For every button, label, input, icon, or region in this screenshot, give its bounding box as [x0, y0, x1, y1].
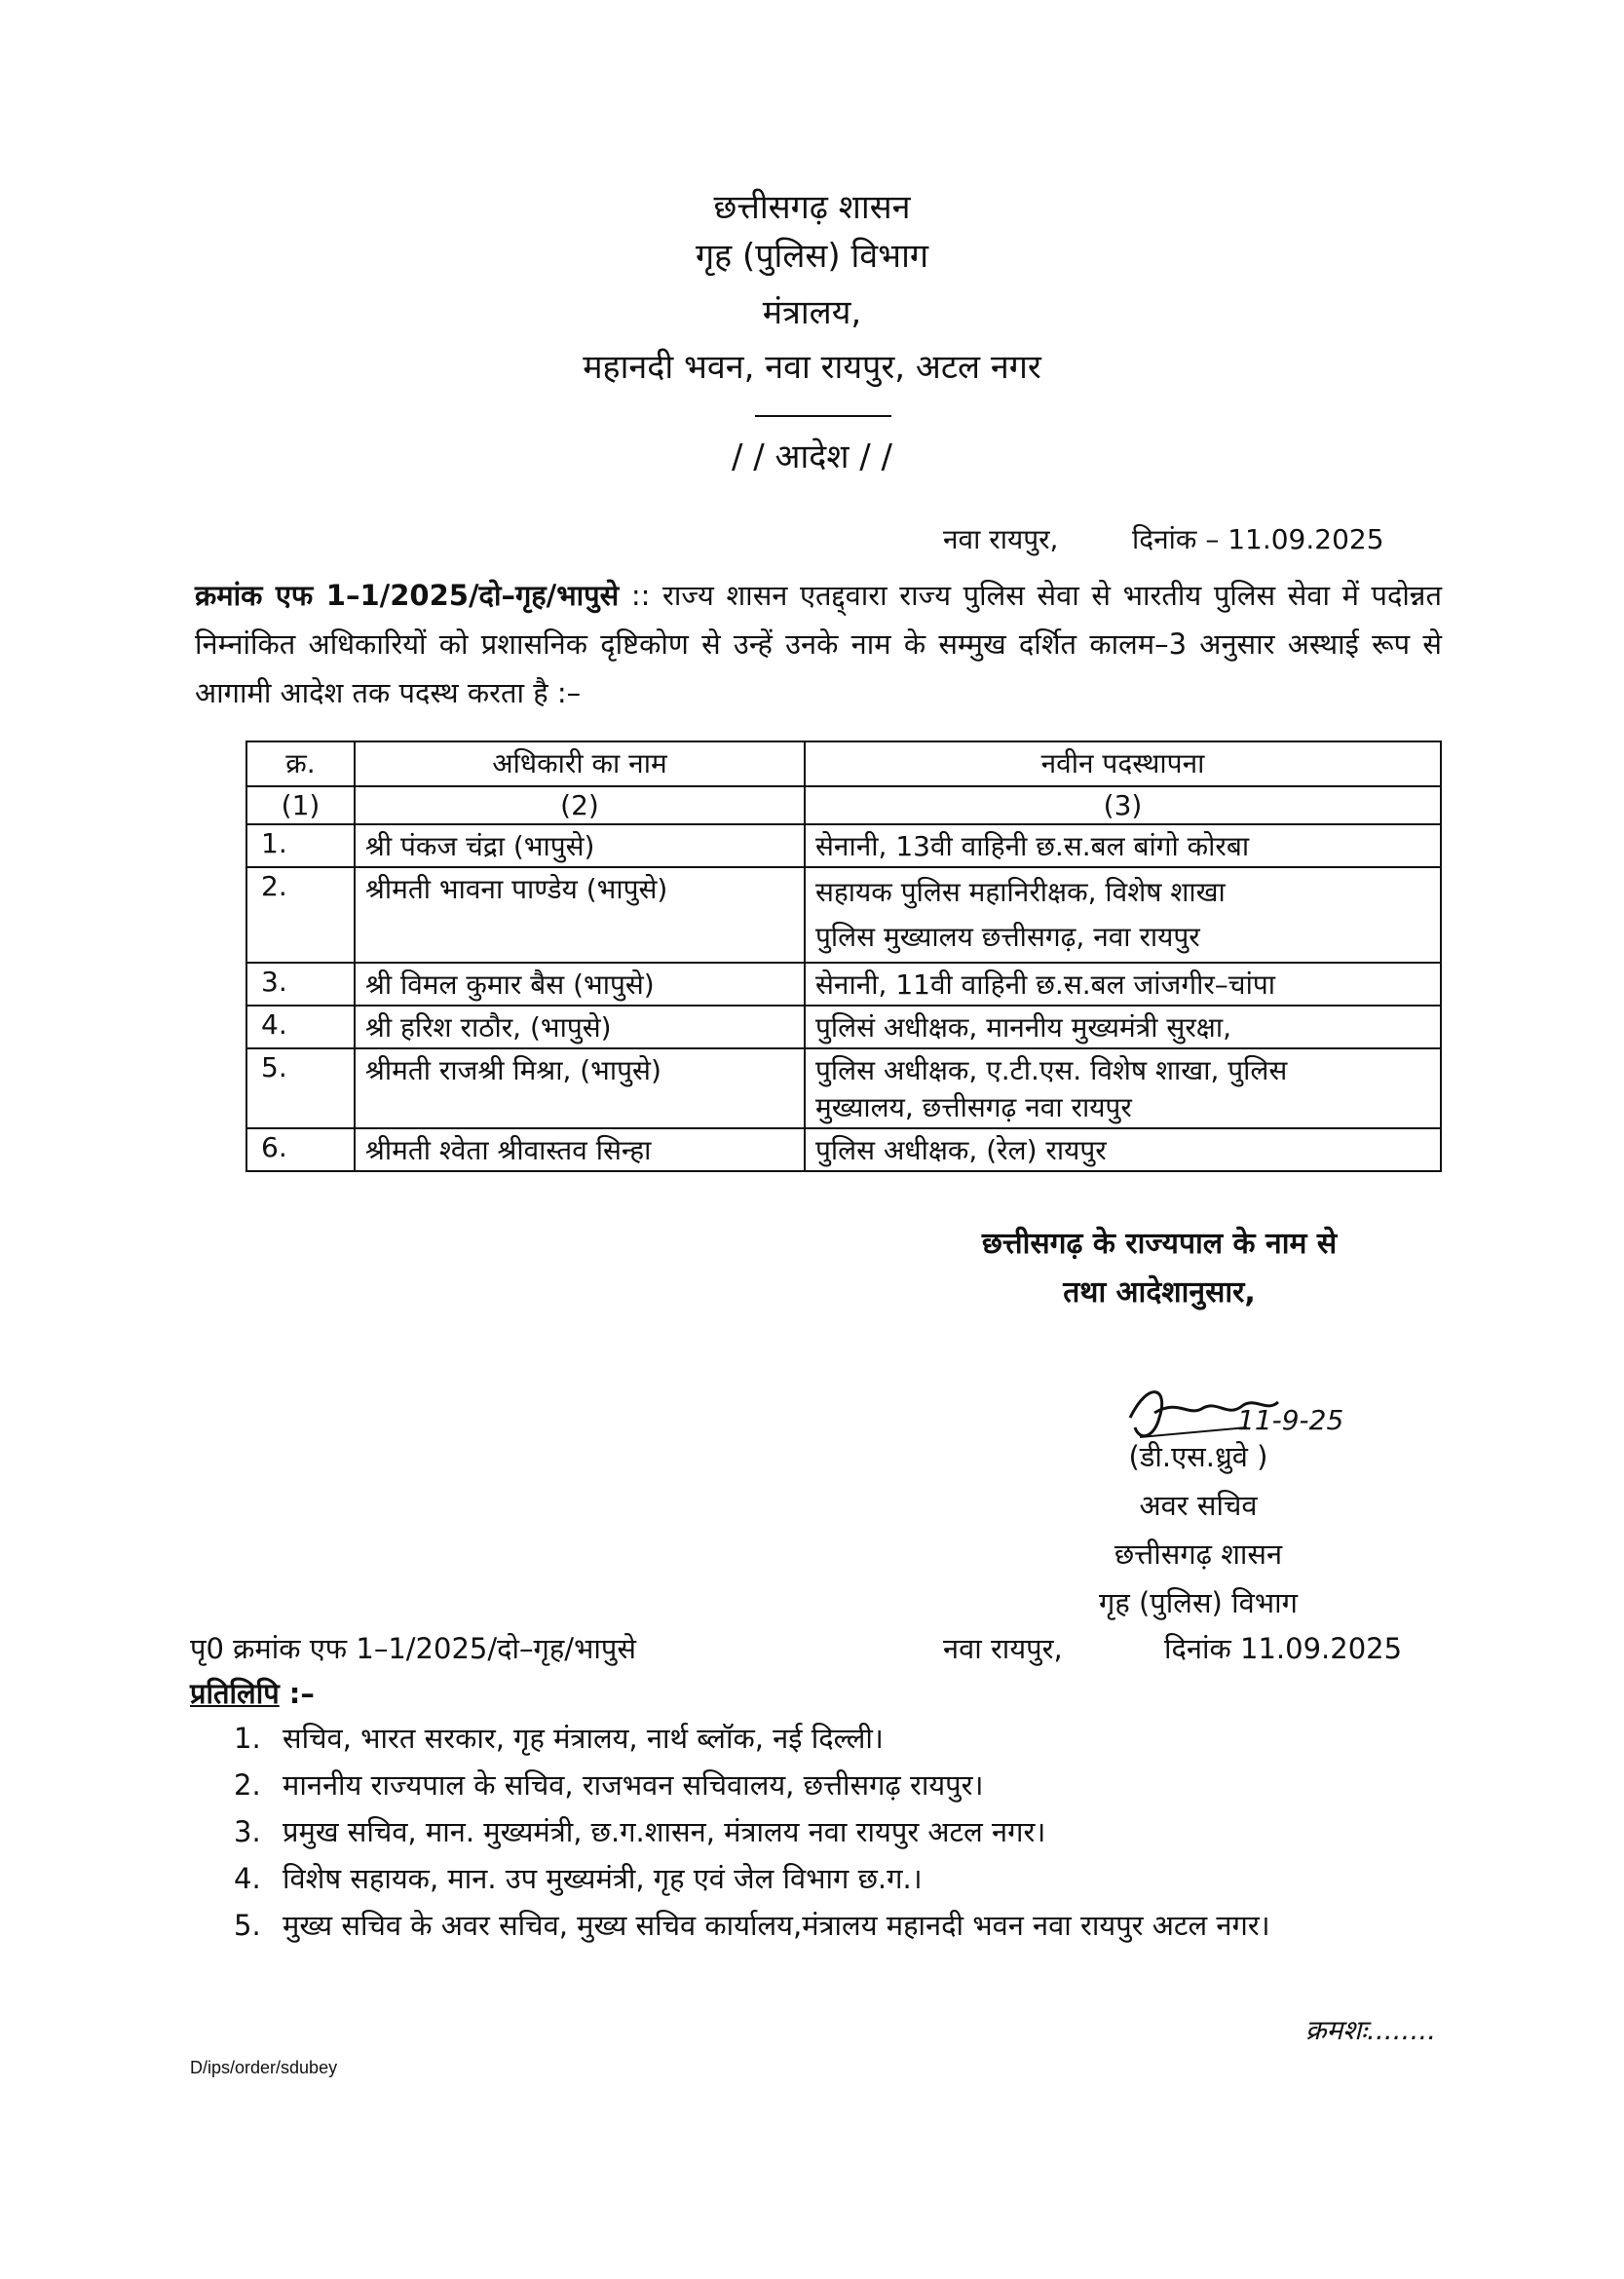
row-serial: 4. — [246, 1006, 355, 1048]
order-ref: क्रमांक एफ 1–1/2025/दो–गृह/भापुसे — [195, 579, 620, 612]
row-posting-line-1: सहायक पुलिस महानिरीक्षक, विशेष शाखा — [815, 876, 1226, 908]
header-rule — [755, 415, 891, 417]
col-number-2: (2) — [355, 786, 805, 824]
list-item — [234, 1762, 1442, 1808]
header-government: छत्तीसगढ़ शासन — [713, 188, 911, 227]
signatory-department: गृह (पुलिस) विभाग — [1099, 1586, 1298, 1619]
copy-number: 3. — [234, 1815, 261, 1848]
table-row — [246, 867, 1441, 963]
row-officer-name: श्री हरिश राठौर, (भापुसे) — [355, 1006, 805, 1048]
row-posting — [805, 1048, 1441, 1128]
table-row — [246, 1048, 1441, 1128]
row-serial: 1. — [246, 824, 355, 867]
col-number-1: (1) — [246, 786, 355, 824]
copy-list — [234, 1715, 1442, 1949]
row-posting-line-1: पुलिस अधीक्षक, ए.टी.एस. विशेष शाखा, पुलिस — [815, 1054, 1288, 1086]
row-serial: 5. — [246, 1048, 355, 1128]
authority-block — [896, 1220, 1422, 1317]
footer-path: D/ips/order/sdubey — [190, 2058, 338, 2077]
header-address: महानदी भवन, नवा रायपुर, अटल नगर — [583, 348, 1041, 387]
copy-text: माननीय राज्यपाल के सचिव, राजभवन सचिवालय, छत्तीसगढ़ रायपुर। — [283, 1768, 984, 1802]
copy-number: 4. — [234, 1862, 261, 1895]
row-posting-line-2: पुलिस मुख्यालय छत्तीसगढ़, नवा रायपुर — [815, 921, 1200, 953]
header-serial: क्र. — [246, 741, 355, 786]
copy-title-suffix: :– — [279, 1677, 315, 1710]
list-item — [234, 1902, 1442, 1949]
header-new-posting: नवीन पदस्थापना — [805, 741, 1441, 786]
header-officer-name: अधिकारी का नाम — [355, 741, 805, 786]
table-row — [246, 963, 1441, 1006]
row-posting: पुलिस अधीक्षक, (रेल) रायपुर — [805, 1128, 1441, 1171]
authority-line-1: छत्तीसगढ़ के राज्यपाल के नाम से — [981, 1227, 1338, 1261]
order-place: नवा रायपुर, — [943, 523, 1059, 555]
header-department: गृह (पुलिस) विभाग — [695, 237, 929, 276]
order-body: :: राज्य शासन एतद्द्वारा राज्य पुलिस सेवा से भारतीय पुलिस सेवा में पदोन्नत निम्नांकित अधिकारियों को प्रशासनिक दृष्टिकोण से उन्हें उनके नाम के सम्मुख दर्शित कालम–3 अनुसार अस्थाई रूप से आगामी आदेश तक पदस्थ करता है :– — [195, 579, 1442, 709]
order-title: / / आदेश / / — [732, 437, 892, 476]
row-officer-name: श्रीमती श्वेता श्रीवास्तव सिन्हा — [355, 1128, 805, 1171]
copy-number: 2. — [234, 1768, 261, 1802]
row-posting: सेनानी, 13वी वाहिनी छ.स.बल बांगो कोरबा — [805, 824, 1441, 867]
row-posting — [805, 867, 1441, 963]
copy-text: सचिव, भारत सरकार, गृह मंत्रालय, नार्थ ब्लॉक, नई दिल्ली। — [283, 1722, 884, 1755]
table-row — [246, 1128, 1441, 1171]
list-item — [234, 1715, 1442, 1762]
copy-number: 1. — [234, 1722, 261, 1755]
table-header-row — [246, 741, 1441, 786]
row-officer-name: श्री पंकज चंद्रा (भापुसे) — [355, 824, 805, 867]
signatory-government: छत्तीसगढ़ शासन — [1114, 1538, 1283, 1571]
endorsement-place: नवा रायपुर, — [943, 1632, 1063, 1665]
copy-text: विशेष सहायक, मान. उप मुख्यमंत्री, गृह एवं जेल विभाग छ.ग.। — [283, 1862, 923, 1895]
row-serial: 3. — [246, 963, 355, 1006]
copy-number: 5. — [234, 1909, 261, 1942]
continued-marker: क्रमशः........ — [1305, 2014, 1437, 2046]
table-column-number-row — [246, 786, 1441, 824]
row-officer-name: श्रीमती राजश्री मिश्रा, (भापुसे) — [355, 1048, 805, 1128]
row-posting-line-2: मुख्यालय, छत्तीसगढ़ नवा रायपुर — [815, 1091, 1132, 1123]
signatory-block — [1033, 1432, 1364, 1627]
endorsement-date: दिनांक 11.09.2025 — [1164, 1632, 1403, 1665]
row-posting: पुलिसं अधीक्षक, माननीय मुख्यमंत्री सुरक्षा, — [805, 1006, 1441, 1048]
order-paragraph — [195, 571, 1442, 717]
list-item — [234, 1855, 1442, 1902]
table-row — [246, 824, 1441, 867]
order-date: दिनांक – 11.09.2025 — [1132, 523, 1384, 555]
table-row — [246, 1006, 1441, 1048]
signatory-name: (डी.एस.ध्रुवे ) — [1128, 1440, 1268, 1473]
col-number-3: (3) — [805, 786, 1441, 824]
row-posting: सेनानी, 11वी वाहिनी छ.स.बल जांजगीर–चांपा — [805, 963, 1441, 1006]
copy-title: प्रतिलिपि — [190, 1677, 280, 1710]
signature-date: 11-9-25 — [1237, 1404, 1344, 1436]
authority-line-2: तथा आदेशानुसार, — [1063, 1275, 1256, 1310]
posting-table — [245, 741, 1442, 1172]
signatory-designation: अवर सचिव — [1139, 1489, 1258, 1522]
copy-text: प्रमुख सचिव, मान. मुख्यमंत्री, छ.ग.शासन, मंत्रालय नवा रायपुर अटल नगर। — [283, 1815, 1046, 1848]
row-officer-name: श्रीमती भावना पाण्डेय (भापुसे) — [355, 867, 805, 963]
row-serial: 6. — [246, 1128, 355, 1171]
header-ministry: मंत्रालय, — [762, 293, 862, 332]
row-officer-name: श्री विमल कुमार बैस (भापुसे) — [355, 963, 805, 1006]
row-serial: 2. — [246, 867, 355, 963]
list-item — [234, 1808, 1442, 1855]
copy-heading — [190, 1674, 315, 1712]
endorsement-ref: पृ0 क्रमांक एफ 1–1/2025/दो–गृह/भापुसे — [190, 1632, 636, 1665]
copy-text: मुख्य सचिव के अवर सचिव, मुख्य सचिव कार्यालय,मंत्रालय महानदी भवन नवा रायपुर अटल नगर। — [283, 1909, 1270, 1942]
